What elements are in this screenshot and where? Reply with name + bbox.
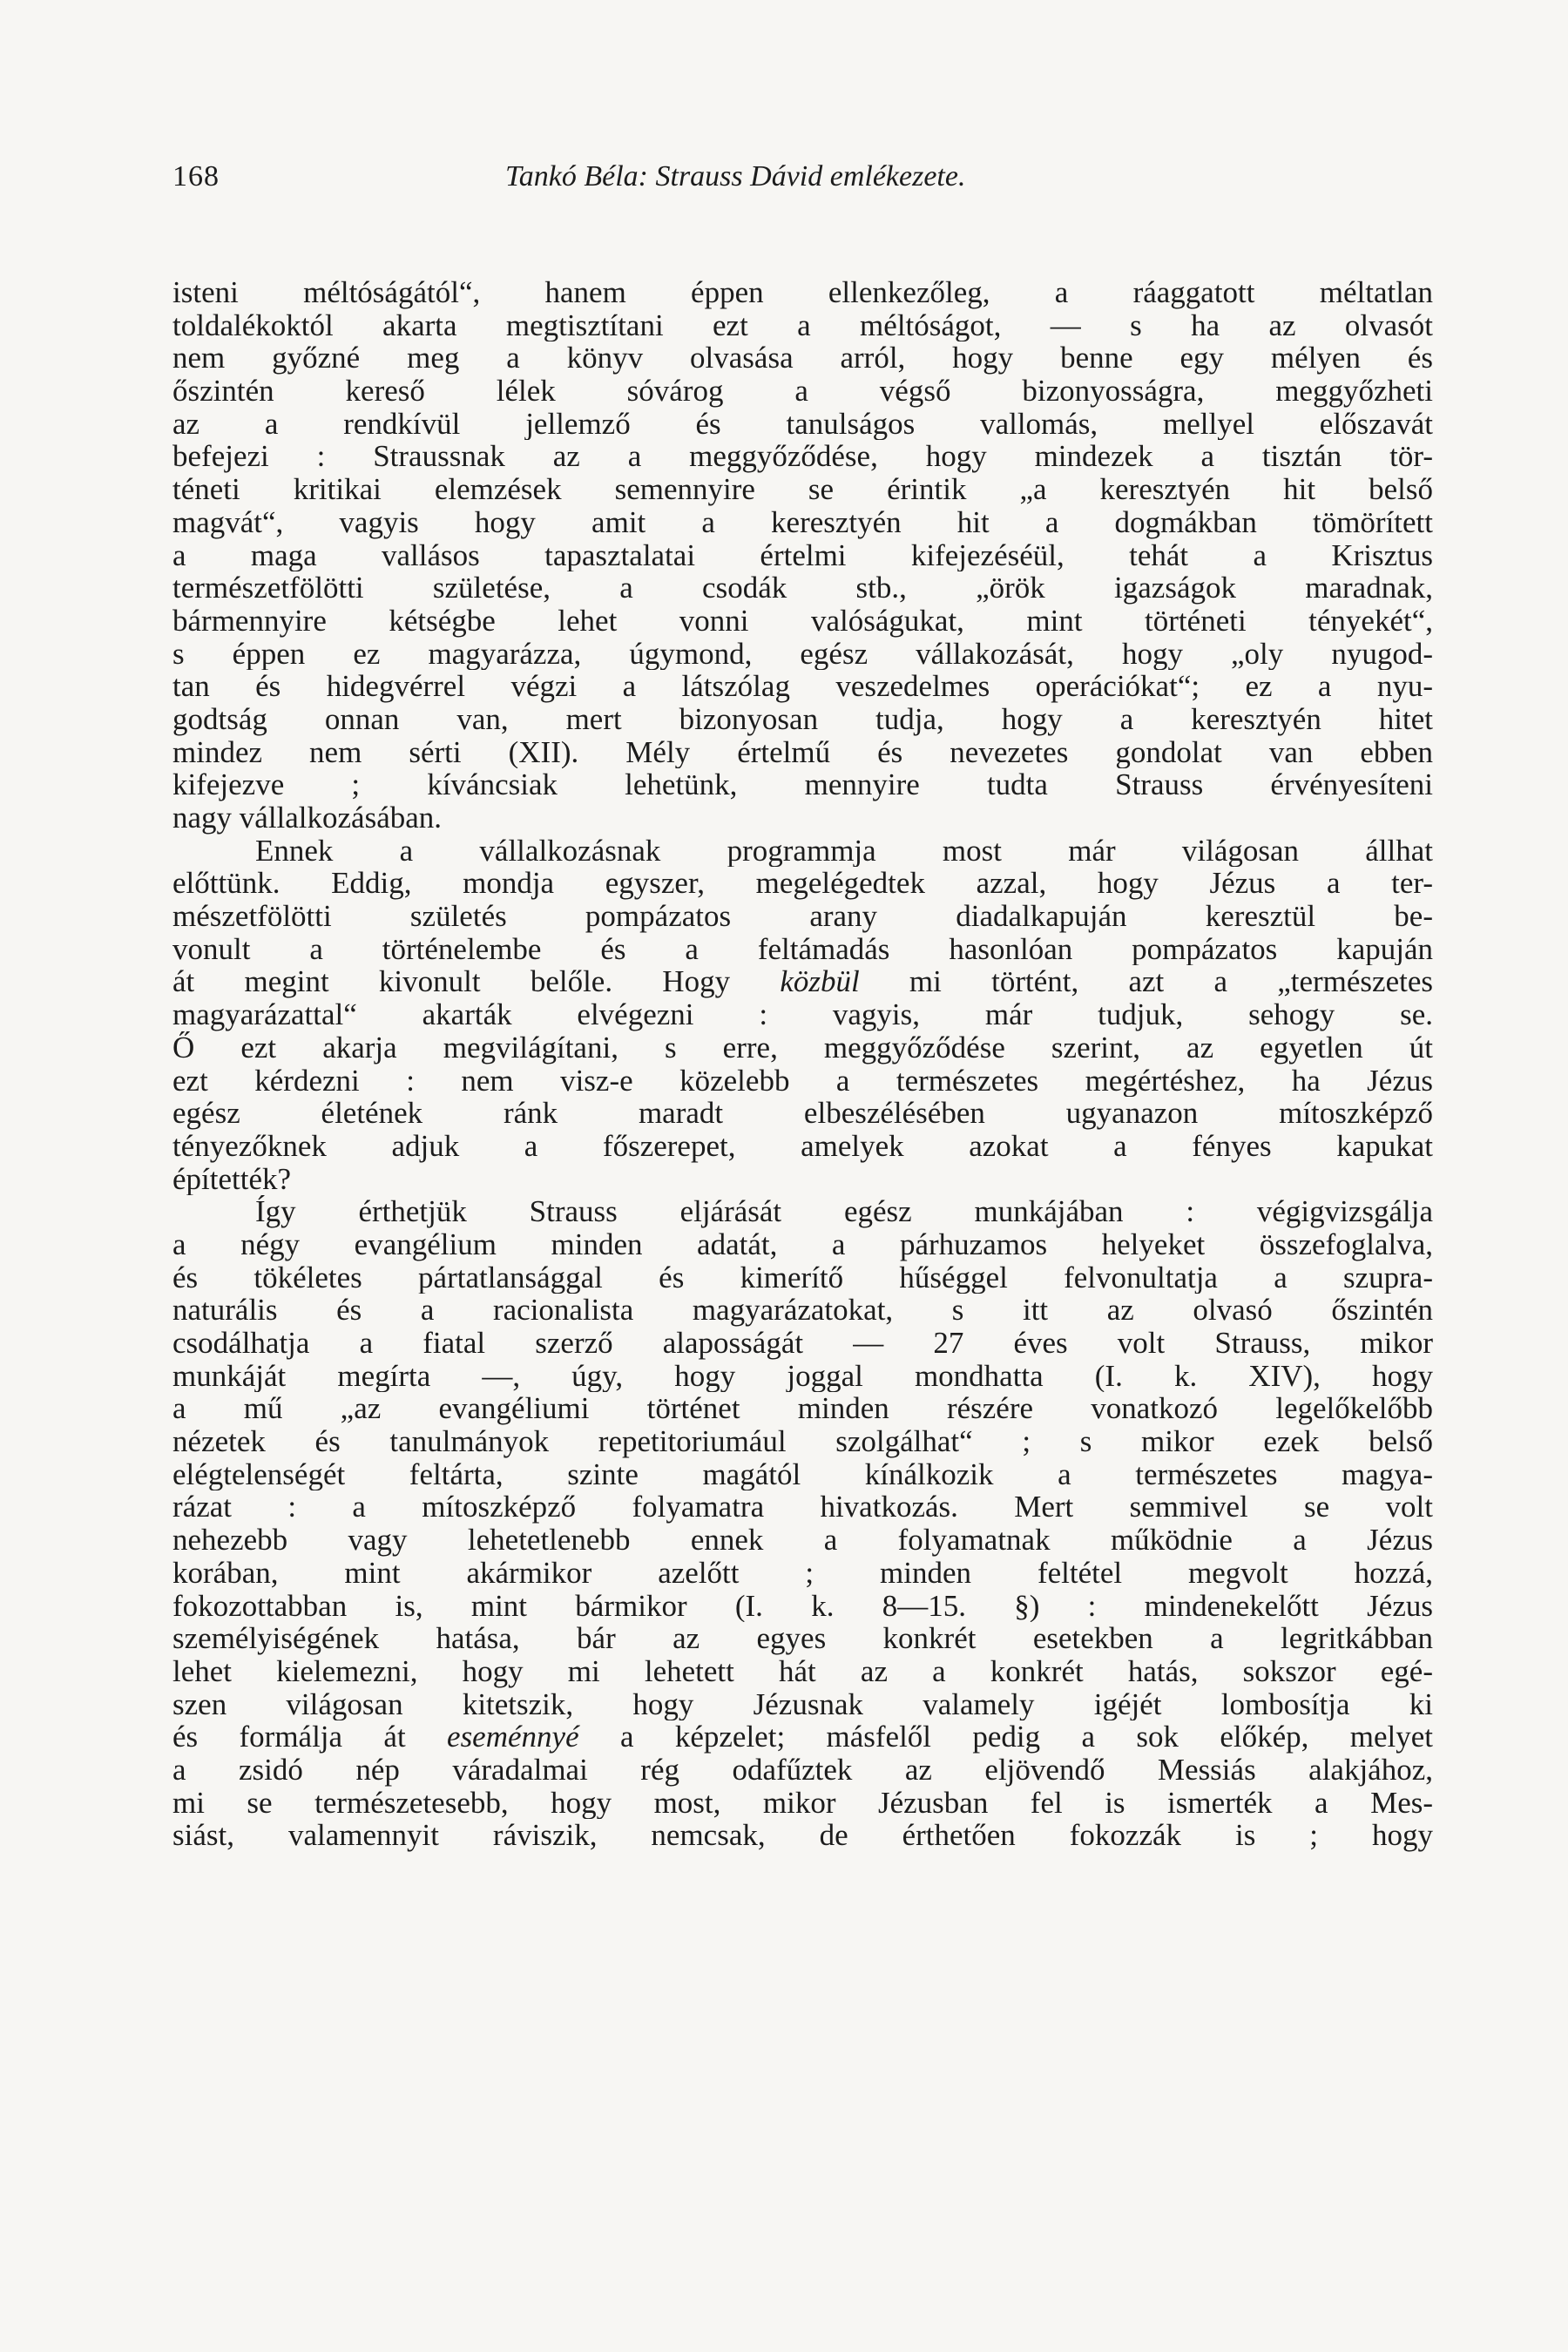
running-head xyxy=(172,155,1436,199)
text-line: téneti kritikai elemzések semennyire se érintik „a keresztyén hit belső xyxy=(172,473,1433,506)
text-segment: át megint kivonult belőle. Hogy xyxy=(172,965,781,999)
italic-word: közbül xyxy=(780,965,860,999)
text-line: naturális és a racionalista magyarázatokat, s itt az olvasó őszintén xyxy=(172,1294,1433,1327)
text-line: godtság onnan van, mert bizonyosan tudja, hogy a keresztyén hitet xyxy=(172,702,1433,736)
text-line: korában, mint akármikor azelőtt ; minden feltétel megvolt hozzá, xyxy=(172,1556,1433,1590)
text-line: siást, valamennyit ráviszik, nemcsak, de érthetően fokozzák is ; hogy xyxy=(172,1819,1433,1852)
text-line: munkáját megírta —, úgy, hogy joggal mondhatta (I. k. XIV), hogy xyxy=(172,1359,1433,1393)
text-segment: mi történt, azt a „természetes xyxy=(859,965,1433,999)
text-line: a négy evangélium minden adatát, a párhuzamos helyeket összefoglalva, xyxy=(172,1227,1433,1261)
text-segment: a képzelet; másfelől pedig a sok előkép, melyet xyxy=(578,1720,1433,1754)
text-line: magvát“, vagyis hogy amit a keresztyén hit a dogmákban tömörített xyxy=(172,505,1433,539)
text-line: s éppen ez magyarázza, úgymond, egész vállakozását, hogy „oly nyugod- xyxy=(172,637,1433,671)
text-line: a maga vallásos tapasztalatai értelmi kifejezéséül, tehát a Krisztus xyxy=(172,538,1433,572)
text-line: rázat : a mítoszképző folyamatra hivatkozás. Mert semmivel se volt xyxy=(172,1490,1433,1524)
text-line: nézetek és tanulmányok repetitoriumául szolgálhat“ ; s mikor ezek belső xyxy=(172,1425,1433,1458)
italic-word: eseménnyé xyxy=(447,1720,579,1754)
page-number: 168 xyxy=(172,160,220,193)
text-line: tényezőknek adjuk a főszerepet, amelyek azokat a fényes kapukat xyxy=(172,1129,1433,1163)
text-line: bármennyire kétségbe lehet vonni valóságukat, mint történeti tényekét“, xyxy=(172,604,1433,638)
text-line: tan és hidegvérrel végzi a látszólag veszedelmes operációkat“; ez a nyu- xyxy=(172,670,1433,703)
text-line: ezt kérdezni : nem visz-e közelebb a természetes megértéshez, ha Jézus xyxy=(172,1064,1433,1098)
text-line: a zsidó nép váradalmai rég odafűztek az eljövendő Messiás alakjához, xyxy=(172,1753,1433,1787)
text-line: Ő ezt akarja megvilágítani, s erre, meggyőződése szerint, az egyetlen út xyxy=(172,1031,1433,1064)
text-line: vonult a történelembe és a feltámadás hasonlóan pompázatos kapuján xyxy=(172,932,1433,966)
text-line xyxy=(172,1720,1433,1754)
text-line: szen világosan kitetszik, hogy Jézusnak valamely igéjét lombosítja ki xyxy=(172,1687,1433,1721)
text-line: előttünk. Eddig, mondja egyszer, megelégedtek azzal, hogy Jézus a ter- xyxy=(172,867,1433,901)
text-line: nagy vállalkozásában. xyxy=(172,801,443,835)
text-line: nem győzné meg a könyv olvasása arról, hogy benne egy mélyen és xyxy=(172,341,1433,375)
text-line: személyiségének hatása, bár az egyes konkrét esetekben a legritkábban xyxy=(172,1622,1433,1655)
text-line: természetfölötti születése, a csodák stb., „örök igazságok maradnak, xyxy=(172,571,1433,605)
running-title: Tankó Béla: Strauss Dávid emlékezete. xyxy=(505,160,966,193)
text-line: lehet kielemezni, hogy mi lehetett hát az a konkrét hatás, sokszor egé- xyxy=(172,1654,1433,1688)
text-line: toldalékoktól akarta megtisztítani ezt a méltóságot, — s ha az olvasót xyxy=(172,308,1433,342)
text-line: Ennek a vállalkozásnak programmja most már világosan állhat xyxy=(255,834,1433,868)
text-line: az a rendkívül jellemző és tanulságos vallomás, mellyel előszavát xyxy=(172,407,1433,441)
text-line: mészetfölötti születés pompázatos arany diadalkapuján keresztül be- xyxy=(172,900,1433,933)
text-line: nehezebb vagy lehetetlenebb ennek a folyamatnak működnie a Jézus xyxy=(172,1524,1433,1557)
text-line: fokozottabban is, mint bármikor (I. k. 8—15. §) : mindenekelőtt Jézus xyxy=(172,1589,1433,1623)
text-line: mindez nem sérti (XII). Mély értelmű és nevezetes gondolat van ebben xyxy=(172,735,1433,769)
text-line: kifejezve ; kíváncsiak lehetünk, mennyire tudta Strauss érvényesíteni xyxy=(172,768,1433,801)
text-line: Így érthetjük Strauss eljárását egész munkájában : végigvizsgálja xyxy=(255,1195,1433,1228)
text-line: építették? xyxy=(172,1162,292,1196)
text-line: egész életének ránk maradt elbeszélésében ugyanazon mítoszképző xyxy=(172,1097,1433,1130)
text-line xyxy=(172,965,1433,998)
text-line: mi se természetesebb, hogy most, mikor Jézusban fel is ismerték a Mes- xyxy=(172,1786,1433,1820)
text-segment: és formálja át xyxy=(172,1720,448,1754)
text-line: isteni méltóságától“, hanem éppen ellenkezőleg, a ráaggatott méltatlan xyxy=(172,276,1433,309)
text-line: őszintén kereső lélek sóvárog a végső bizonyosságra, meggyőzheti xyxy=(172,375,1433,408)
text-line: és tökéletes pártatlansággal és kimerítő hűséggel felvonultatja a szupra- xyxy=(172,1260,1433,1294)
text-line: csodálhatja a fiatal szerző alaposságát — 27 éves volt Strauss, mikor xyxy=(172,1327,1433,1360)
text-line: elégtelenségét feltárta, szinte magától kínálkozik a természetes magya- xyxy=(172,1457,1433,1491)
text-line: a mű „az evangéliumi történet minden részére vonatkozó legelőkelőbb xyxy=(172,1392,1433,1426)
text-line: magyarázattal“ akarták elvégezni : vagyis, már tudjuk, sehogy se. xyxy=(172,998,1433,1031)
text-line: befejezi : Straussnak az a meggyőződése, hogy mindezek a tisztán tör- xyxy=(172,440,1433,474)
body-text xyxy=(172,276,1433,1852)
